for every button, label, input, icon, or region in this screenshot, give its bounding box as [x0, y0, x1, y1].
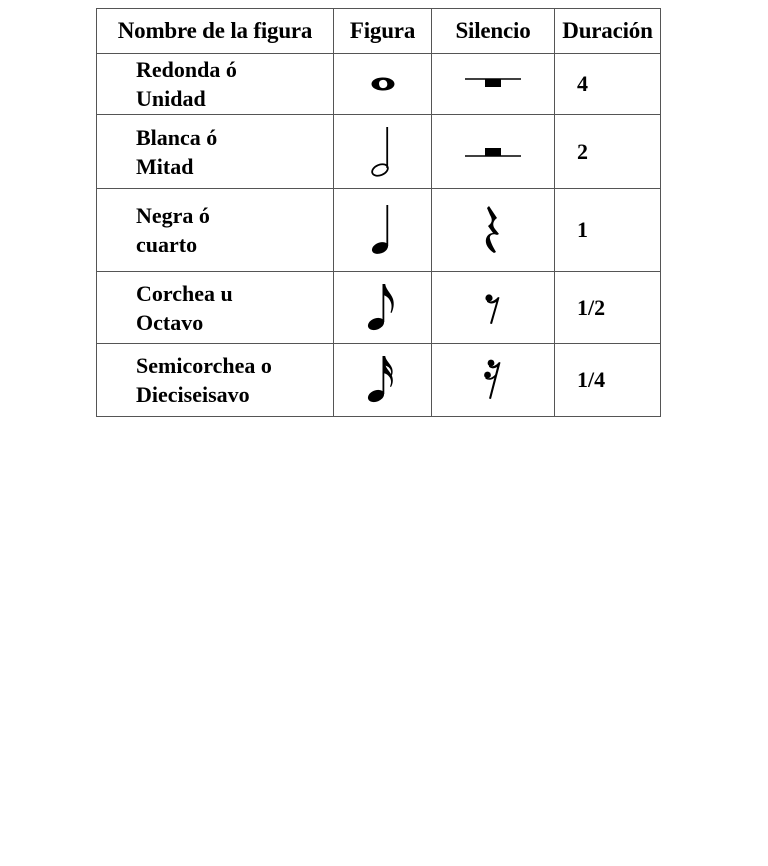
figure-name — [97, 344, 334, 417]
figure-name-line2: Octavo — [136, 309, 204, 335]
duration-value: 2 — [555, 115, 661, 189]
figure-name-line1: Semicorchea o — [136, 353, 272, 378]
sixteenth-note-icon — [365, 354, 401, 406]
rest-symbol-cell — [432, 344, 555, 417]
figure-name — [97, 189, 334, 272]
figure-symbol-cell — [334, 54, 432, 115]
whole-note-icon — [368, 74, 398, 94]
figure-name-line2: Dieciseisavo — [136, 382, 250, 407]
whole-rest-icon — [463, 74, 523, 94]
figure-symbol-cell — [334, 115, 432, 189]
quarter-rest-icon — [481, 204, 505, 256]
duration-value: 4 — [555, 54, 661, 115]
figure-symbol-cell — [334, 272, 432, 344]
half-note-icon — [368, 124, 398, 180]
table-header-row — [97, 9, 661, 54]
figure-name-line2: Mitad — [136, 153, 194, 179]
rest-symbol-cell — [432, 189, 555, 272]
header-figure: Figura — [334, 9, 432, 54]
figure-name-line1: Blanca ó — [136, 124, 218, 150]
quarter-note-icon — [368, 202, 398, 258]
note-figures-table — [96, 8, 661, 417]
header-name: Nombre de la figura — [97, 9, 334, 54]
figure-name — [97, 54, 334, 115]
figure-name-line2: Unidad — [136, 86, 206, 111]
figure-name-line1: Corchea u — [136, 280, 233, 306]
table-row — [97, 344, 661, 417]
figure-symbol-cell — [334, 344, 432, 417]
figure-name-line1: Negra ó — [136, 203, 210, 228]
sixteenth-rest-icon — [480, 355, 506, 405]
figure-symbol-cell — [334, 189, 432, 272]
figure-name — [97, 272, 334, 344]
duration-value: 1 — [555, 189, 661, 272]
rest-symbol-cell — [432, 115, 555, 189]
figure-name — [97, 115, 334, 189]
eighth-note-icon — [365, 282, 401, 334]
half-rest-icon — [463, 142, 523, 162]
table-row — [97, 272, 661, 344]
figure-name-line1: Redonda ó — [136, 57, 237, 82]
header-duration: Duración — [555, 9, 661, 54]
eighth-rest-icon — [481, 288, 505, 328]
duration-value: 1/4 — [555, 344, 661, 417]
table-row — [97, 189, 661, 272]
duration-value: 1/2 — [555, 272, 661, 344]
rest-symbol-cell — [432, 272, 555, 344]
header-rest: Silencio — [432, 9, 555, 54]
table-row — [97, 54, 661, 115]
table-row — [97, 115, 661, 189]
figure-name-line2: cuarto — [136, 232, 198, 257]
rest-symbol-cell — [432, 54, 555, 115]
